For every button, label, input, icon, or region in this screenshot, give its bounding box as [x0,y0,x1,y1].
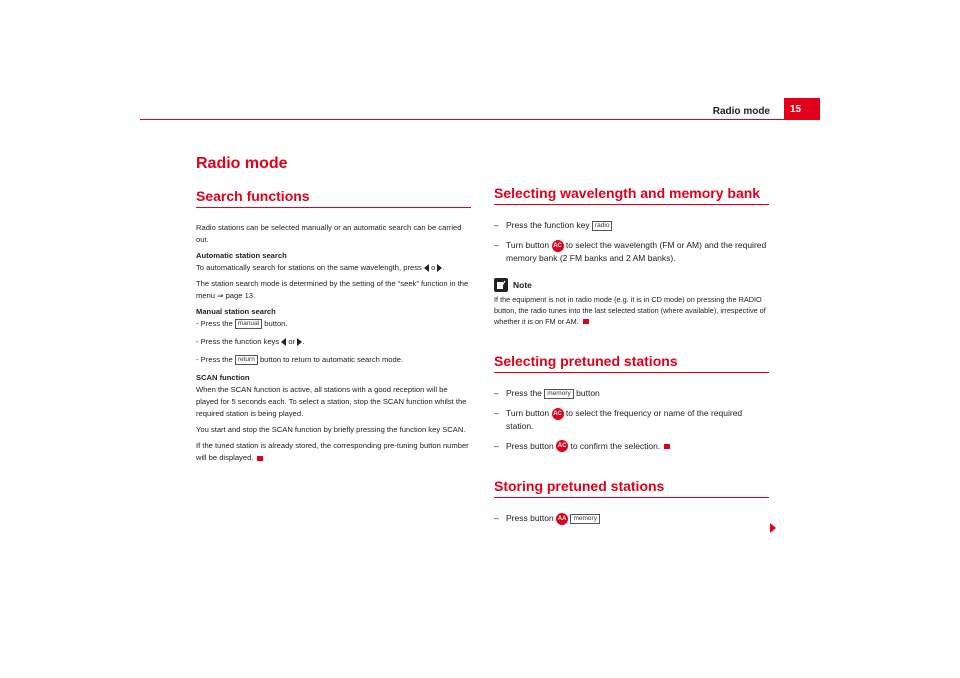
page-number: 15 [790,104,802,115]
search-functions-body [196,222,471,464]
manual-step-1: - Press the manual button. [196,319,288,328]
return-key: return [235,355,258,365]
red-square-icon [257,456,263,461]
intro-text: Radio stations can be selected manually or an automatic search can be carried out. [196,223,462,244]
pretuned-step-2: – Turn button AC to select the frequency or name of the required station. [494,407,743,431]
scan-heading: SCAN function [196,373,250,382]
note-text: If the equipment is not in radio mode (e.g. it is in CD mode) on pressing the RADIO button, the radio tunes into the last selected station (where available), irrespective of whether it is on FM or AM. [494,294,766,326]
triangle-left-icon [281,338,286,346]
rotary-knob-icon: AC [552,408,564,420]
tuned-text: If the tuned station is already stored, the corresponding pre-tuning button number will be displayed. [196,441,469,462]
section-heading-search-functions: Search functions [196,188,471,208]
note-heading: Note [494,278,769,292]
pretuned-step-3: – Press button AC to confirm the selection. [494,440,769,453]
seek-text: The station search mode is determined by the setting of the “seek” function in the menu ⇒ page 13. [196,279,469,300]
radio-key: radio [592,221,612,231]
manual-key: manual [235,319,262,329]
manual-step-2: - Press the function keys or . [196,337,305,346]
right-column [494,185,769,533]
continue-arrow-icon [770,523,776,533]
rotary-knob-icon: AC [556,440,568,452]
memory-key: memory [544,389,573,399]
header-rule [140,119,820,120]
left-column [196,150,471,468]
scan-start-text: You start and stop the SCAN function by briefly pressing the function key SCAN. [196,425,466,434]
wavelength-step-2: – Turn button AC to select the wavelength (FM or AM) and the required memory bank (2 FM banks and 2 AM banks). [494,240,767,263]
red-square-icon [583,319,589,324]
section-heading-pretuned: Selecting pretuned stations [494,353,769,373]
section-heading-wavelength: Selecting wavelength and memory bank [494,185,769,205]
scan-text: When the SCAN function is active, all stations with a good reception will be played for 5 seconds each. To select a station, stop the SCAN function whilst the required station is being played. [196,385,467,418]
auto-search-heading: Automatic station search [196,251,287,260]
auto-search-text: To automatically search for stations on the same wavelength, press o . [196,263,445,272]
triangle-left-icon [424,264,429,272]
section-heading-storing: Storing pretuned stations [494,478,769,498]
rotary-knob-icon: AC [552,240,564,252]
rotary-knob-icon: AA [556,513,568,525]
wavelength-step-1: – Press the function key radio [494,219,769,231]
memory-key: memory [570,514,599,524]
running-title: Radio mode [712,106,770,117]
pretuned-step-1: – Press the memory button [494,387,600,398]
page-header [0,0,960,120]
red-square-icon [664,444,670,449]
note-icon [494,278,508,292]
manual-search-heading: Manual station search [196,307,276,316]
storing-step-1: – Press button AA memory [494,512,769,525]
manual-step-3: - Press the return button to return to automatic search mode. [196,355,404,364]
page-title: Radio mode [196,155,288,172]
